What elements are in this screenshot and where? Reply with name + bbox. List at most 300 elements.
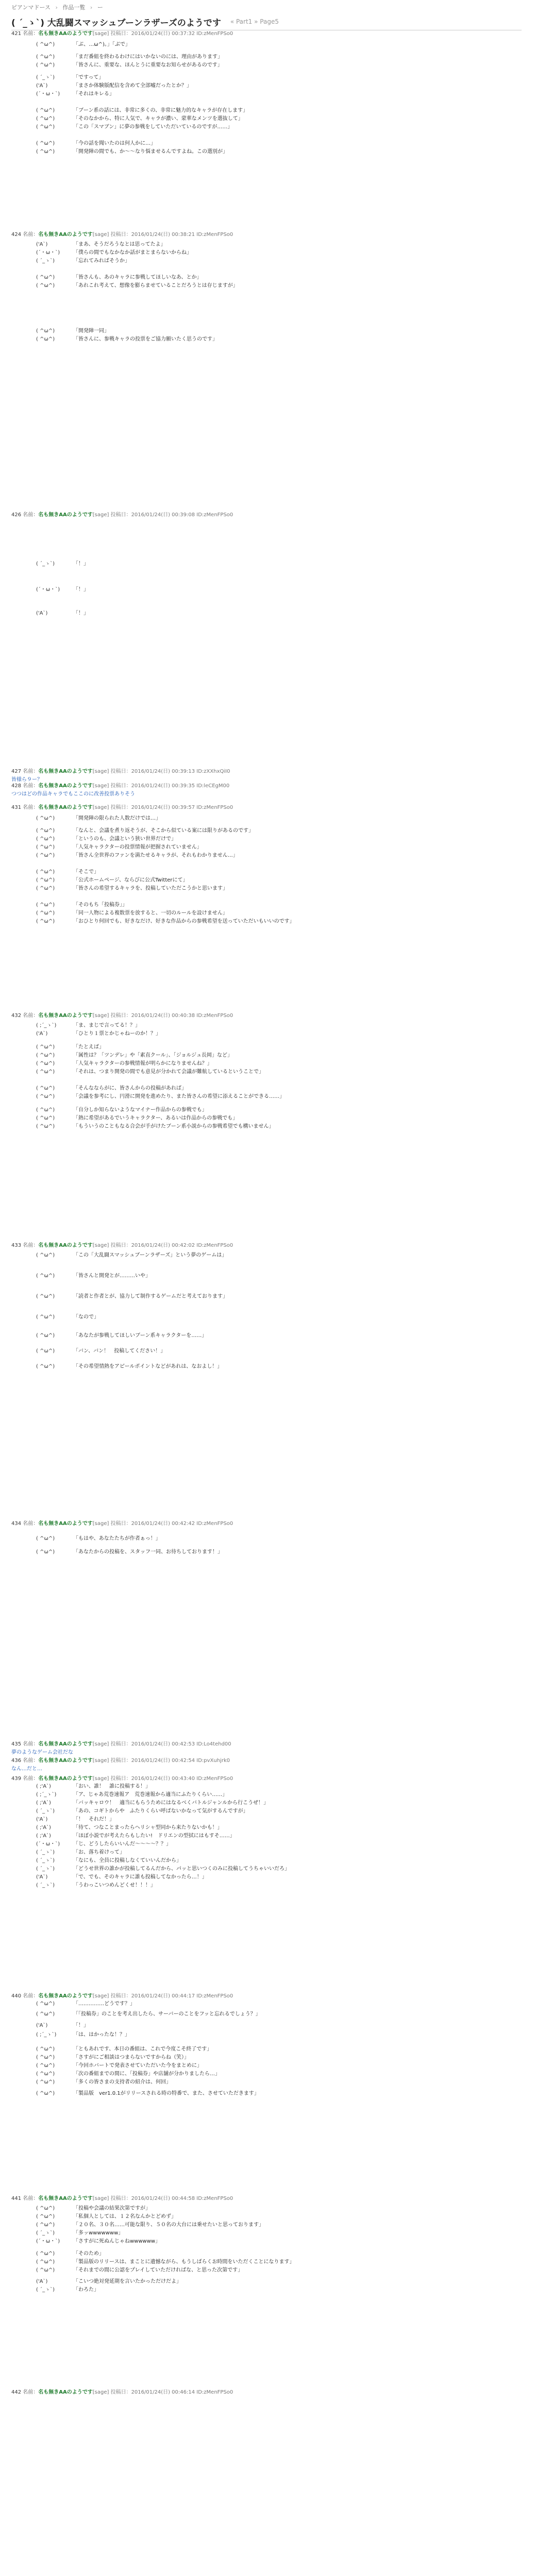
dialogue-line <box>36 2205 150 2212</box>
post-number[interactable]: 427 <box>11 769 23 774</box>
speaker-aa: ( ^ω^) <box>36 275 55 280</box>
dialogue-text: 「ともあれです、本日の番組は、これで今度こそ終了です」 <box>73 2046 212 2052</box>
post-author-name: 名も無きAAのようです <box>38 1013 93 1019</box>
dialogue-text: 「皆さんに、参戦キャラの投票をご協力願いたく思うのです」 <box>73 336 217 342</box>
thread-post <box>11 1757 522 1773</box>
dialogue-text: 「属性は？「ツンデレ」や「素直クール」、「ジョルジュ長岡」など」 <box>73 1053 232 1058</box>
dialogue-text: 「なんと、会議を煮り返そうが、そこから似ている案には限りがあるのです」 <box>73 828 254 834</box>
speaker-aa: ( ^ω^) <box>36 2222 55 2228</box>
post-author-name: 名も無きAAのようです <box>38 783 93 789</box>
speaker-aa: ( ^ω^) <box>36 2206 55 2211</box>
post-number[interactable]: 426 <box>11 512 23 518</box>
post-author-name: 名も無きAAのようです <box>38 2389 93 2395</box>
dialogue-line <box>36 282 238 290</box>
speaker-aa: ( ;´_ゝ`) <box>36 2032 57 2038</box>
dialogue-text: 「そのもち「投稿券」」 <box>73 902 127 908</box>
post-author-name: 名も無きAAのようです <box>38 1243 93 1248</box>
dialogue-line <box>36 1293 228 1300</box>
speaker-aa: ( ^ω^) <box>36 1252 55 1258</box>
thread-post <box>11 30 522 155</box>
thread-post <box>11 511 522 616</box>
dialogue-text: 「皆さんに、重要な、ほんとうに重要なお知らせがあるのです」 <box>73 62 223 68</box>
post-meta: [sage] 投稿日：2016/01/24(日) 00:42:54 ID:pvXuhjrk0 <box>92 1758 230 1764</box>
speaker-aa: ('A`) <box>36 2279 48 2284</box>
dialogue-line <box>36 1273 150 1280</box>
speaker-aa: ( ´_ゝ`) <box>36 1866 55 1872</box>
post-name-label: 名前： <box>23 783 39 789</box>
dialogue-text: 「！」 <box>73 2023 89 2028</box>
speaker-aa: ( ^ω^) <box>36 336 55 342</box>
dialogue-line <box>36 918 295 925</box>
dialogue-line <box>36 1866 290 1873</box>
dialogue-text: 「じ、どうしたらいいんだ～～～～？？」 <box>73 1841 171 1847</box>
post-number[interactable]: 432 <box>11 1013 23 1019</box>
dialogue-text: 「さすがにご相談はつまらないですからね（笑）」 <box>73 2055 189 2060</box>
speaker-aa: ( ^ω^) <box>36 2063 55 2069</box>
dialogue-line <box>36 2230 123 2237</box>
post-header <box>11 804 522 812</box>
reply-comment: つつはどの作品キャラでもここのに改善投票ありそう <box>11 791 135 797</box>
speaker-aa: ( ;´_ゝ`) <box>36 1023 57 1028</box>
dialogue-text: 「ブーン系の話には、非常に多くの、非常に魅力的なキャラが存在します」 <box>73 108 248 113</box>
post-meta: [sage] 投稿日：2016/01/24(日) 00:39:08 ID:zMenFPSo0 <box>92 512 233 518</box>
thread-post <box>11 2388 522 2397</box>
dialogue-text: 「自分しか知らないようなマイナー作品からの参戦でも」 <box>73 1107 207 1113</box>
speaker-aa: ( ^ω^) <box>36 2001 55 2007</box>
post-name-label: 名前： <box>23 2389 39 2395</box>
thread-post <box>11 1740 522 1756</box>
dialogue-text: 「皆さんも、あのキャラに参戦してほしいなあ、とか」 <box>73 275 202 280</box>
post-author-name: 名も無きAAのようです <box>38 512 93 518</box>
dialogue-line <box>36 1808 248 1815</box>
dialogue-line <box>36 2259 295 2266</box>
speaker-aa: ( ´_ゝ`) <box>36 258 55 264</box>
post-meta: [sage] 投稿日：2016/01/24(日) 00:42:02 ID:zMenFPSo0 <box>92 1243 233 1248</box>
post-meta: [sage] 投稿日：2016/01/24(日) 00:39:13 ID:zXXhxQiI0 <box>92 769 230 774</box>
dialogue-text: 「それまでの間に公認をプレイしていただければな、と思った次第です」 <box>73 2267 243 2273</box>
speaker-aa: ( ´_ゝ`) <box>36 1883 55 1888</box>
post-meta: [sage] 投稿日：2016/01/24(日) 00:37:32 ID:zMenFPSo0 <box>92 31 233 37</box>
post-name-label: 名前： <box>23 1758 39 1764</box>
dialogue-line <box>36 82 192 90</box>
speaker-aa: ( ^ω^) <box>36 2079 55 2085</box>
dialogue-line <box>36 561 89 568</box>
dialogue-line <box>36 2079 171 2086</box>
dialogue-line <box>36 910 228 917</box>
dialogue-line <box>36 2238 160 2245</box>
speaker-aa: (´・ω・`) <box>36 2239 60 2244</box>
thread-post <box>11 804 522 924</box>
dialogue-text: 「製品版 ver1.0.1がリリースされる時の特番で、また、させていただきます」 <box>73 2091 259 2096</box>
dialogue-text: 「公式ホームページ、ならびに公式Twitterにて」 <box>73 877 188 883</box>
post-number[interactable]: 424 <box>11 232 23 238</box>
dialogue-line <box>36 1252 227 1259</box>
speaker-aa: ('A`) <box>36 1031 48 1037</box>
post-meta: [sage] 投稿日：2016/01/24(日) 00:42:53 ID:Lo4tehd00 <box>92 1741 231 1747</box>
speaker-aa: ( ;'A`) <box>36 1833 51 1839</box>
dialogue-text: 「次の番組までの間に、「投稿券」や店舗が分かりましたら…」 <box>73 2071 220 2077</box>
speaker-aa: ( ^ω^) <box>36 2259 55 2265</box>
dialogue-text: 「さすがに死ぬんじゃねwwwwww」 <box>73 2239 161 2244</box>
post-name-label: 名前： <box>23 1521 39 1527</box>
post-number[interactable]: 428 <box>11 783 23 789</box>
dialogue-text: 「そのため」 <box>73 2251 104 2257</box>
speaker-aa: ( ^ω^) <box>36 2011 55 2017</box>
breadcrumb <box>11 3 103 11</box>
dialogue-text: 「多ッwwwwwww」 <box>73 2230 124 2236</box>
dialogue-line <box>36 336 217 343</box>
speaker-aa: ('A`) <box>36 242 48 247</box>
dialogue-line <box>36 877 188 884</box>
dialogue-line <box>36 1874 207 1881</box>
speaker-aa: ( ^ω^) <box>36 124 55 130</box>
dialogue-text: 「この「スマブン」に夢の参戦をしていただいているのですが……」 <box>73 124 233 130</box>
dialogue-line <box>36 140 156 147</box>
speaker-aa: ( ^ω^) <box>36 1053 55 1058</box>
post-meta: [sage] 投稿日：2016/01/24(日) 00:38:21 ID:zMenFPSo0 <box>92 232 233 238</box>
speaker-aa: ( ^ω^) <box>36 2055 55 2060</box>
thread-post <box>11 1992 522 2096</box>
post-name-label: 名前： <box>23 769 39 774</box>
dialogue-text: 「皆さんと開発とが………いや」 <box>73 1273 150 1279</box>
post-meta: [sage] 投稿日：2016/01/24(日) 00:43:40 ID:zMenFPSo0 <box>92 1776 233 1782</box>
dialogue-text: 「今回ホバートで発表させていただいた今をまとめに」 <box>73 2063 202 2069</box>
speaker-aa: ( ^ω^) <box>36 1314 55 1320</box>
dialogue-line <box>36 1800 269 1807</box>
dialogue-text: 「「投稿券」のことを考え出したら、サーバーのことをフッと忘れるでしょう？」 <box>73 2011 261 2017</box>
dialogue-line <box>36 1085 187 1092</box>
dialogue-text: 「そんなならがに、皆さんからの投稿があれば」 <box>73 1086 187 1091</box>
post-meta: [sage] 投稿日：2016/01/24(日) 00:46:14 ID:zMenFPSo0 <box>92 2389 233 2395</box>
thread-post <box>11 1242 522 1369</box>
dialogue-line <box>36 1115 238 1122</box>
speaker-aa: ( ^ω^) <box>36 816 55 821</box>
dialogue-line <box>36 1857 181 1865</box>
dialogue-line <box>36 2046 212 2053</box>
dialogue-text: 「２０名、３０名……可能な限り、５０名の大台には乗せたいと思っております」 <box>73 2222 264 2228</box>
speaker-aa: ( ^ω^) <box>36 886 55 891</box>
speaker-aa: ( ^ω^) <box>36 2091 55 2096</box>
speaker-aa: ('A`) <box>36 611 48 616</box>
thread-post <box>11 231 522 342</box>
dialogue-line <box>36 1060 212 1067</box>
dialogue-text: 「まあ、そうだろうなとは思ってたよ」 <box>73 242 166 247</box>
dialogue-line <box>36 1882 156 1889</box>
dialogue-line <box>36 62 223 69</box>
post-author-name: 名も無きAAのようです <box>38 1993 93 1999</box>
dialogue-text: 「それはキレる」 <box>73 91 114 97</box>
speaker-aa: ('A`) <box>36 2023 48 2028</box>
post-number[interactable]: 431 <box>11 805 23 810</box>
speaker-aa: ( ´_ゝ`) <box>36 1850 55 1855</box>
speaker-aa: (´・ω・`) <box>36 250 60 256</box>
dialogue-line <box>36 1123 274 1130</box>
post-number[interactable]: 440 <box>11 1993 23 1999</box>
breadcrumb-separator: › <box>55 4 58 11</box>
dialogue-line <box>36 1535 161 1543</box>
dialogue-text: 「こいつ絶対発延期を言いたかっただけだよ」 <box>73 2279 181 2284</box>
post-name-label: 名前： <box>23 805 39 810</box>
speaker-aa: ( ^ω^) <box>36 1044 55 1050</box>
dialogue-line <box>36 91 114 98</box>
dialogue-text: 「あなたが参戦してほしいブーン系キャラクターを……」 <box>73 1333 207 1338</box>
dialogue-line <box>36 610 89 617</box>
dialogue-text: 「というのも、会議という狭い世界だけで」 <box>73 836 176 842</box>
speaker-aa: ( ^ω^) <box>36 149 55 155</box>
post-name-label: 名前： <box>23 1013 39 1019</box>
dialogue-line <box>36 2286 99 2294</box>
dialogue-text: 「バン、バン！ 投稿してください！」 <box>73 1348 166 1354</box>
speaker-aa: ( ;'A`) <box>36 1825 51 1831</box>
dialogue-line <box>36 115 243 123</box>
dialogue-text: 「多くの皆さまの支持者の紹介は、何回」 <box>73 2079 171 2085</box>
post-header <box>11 2195 522 2203</box>
post-name-label: 名前： <box>23 512 39 518</box>
speaker-aa: ('A`) <box>36 1817 48 1822</box>
dialogue-text: 「もういうのこともなる合会が手がけたブーン系小説からの参戦希望でも構いません」 <box>73 1124 274 1129</box>
dialogue-text: 「あの、コギトからや ふたりくらい呼ばないかなって気がするんですが」 <box>73 1808 248 1814</box>
speaker-aa: ( ^ω^) <box>36 1069 55 1075</box>
dialogue-text: 「投稿や会議の結果次第ですが」 <box>73 2206 150 2211</box>
dialogue-line <box>36 885 228 892</box>
dialogue-text: 「ほぼ小説でが考えたらもしたい! ドリエンの型拭にはもすそ……」 <box>73 1833 235 1839</box>
speaker-aa: ( ^ω^) <box>36 2046 55 2052</box>
dialogue-line <box>36 815 161 822</box>
dialogue-text: 「その希望情熱をアピールポイントなどがあれは、なおよし！」 <box>73 1364 223 1369</box>
speaker-aa: ( ^ω^) <box>36 2071 55 2077</box>
speaker-aa: (´・ω・`) <box>36 587 60 592</box>
post-author-name: 名も無きAAのようです <box>38 805 93 810</box>
dialogue-line <box>36 902 127 909</box>
speaker-aa: ( ´_ゝ`) <box>36 2287 55 2293</box>
dialogue-line <box>36 2054 189 2061</box>
dialogue-line <box>36 2267 243 2274</box>
dialogue-line <box>36 241 166 248</box>
dialogue-line <box>36 1332 207 1340</box>
post-header <box>11 511 522 519</box>
speaker-aa: ( ^ω^) <box>36 108 55 113</box>
post-author-name: 名も無きAAのようです <box>38 1776 93 1782</box>
post-header <box>11 1992 522 2001</box>
post-meta: [sage] 投稿日：2016/01/24(日) 00:42:42 ID:zMenFPSo0 <box>92 1521 233 1527</box>
dialogue-line <box>36 852 238 859</box>
dialogue-text: 「！」 <box>73 561 89 567</box>
post-name-label: 名前： <box>23 1741 39 1747</box>
post-header <box>11 1757 522 1765</box>
post-header <box>11 30 522 38</box>
dialogue-text: 「！」 <box>73 587 89 592</box>
speaker-aa: ( ^ω^) <box>36 2214 55 2219</box>
post-author-name: 名も無きAAのようです <box>38 1758 93 1764</box>
dialogue-text: 「私個人としては、１２名なんかとどめず」 <box>73 2214 176 2219</box>
dialogue-text: 「開発陣一同」 <box>73 328 109 334</box>
dialogue-line <box>36 274 202 281</box>
post-meta: [sage] 投稿日：2016/01/24(日) 00:39:57 ID:zMenFPSo0 <box>92 805 233 810</box>
speaker-aa: ( ^ω^) <box>36 1086 55 1091</box>
post-number[interactable]: 433 <box>11 1243 23 1248</box>
post-header <box>11 1242 522 1250</box>
dialogue-line <box>36 836 176 843</box>
speaker-aa: ( ^ω^) <box>36 283 55 289</box>
speaker-aa: ( ^ω^) <box>36 1549 55 1555</box>
page-title-bar <box>11 13 522 30</box>
dialogue-line <box>36 827 254 835</box>
reply-comment: 皆様ら９ー？ <box>11 777 42 783</box>
speaker-aa: ( ^ω^) <box>36 62 55 68</box>
dialogue-line <box>36 586 89 594</box>
dialogue-line <box>36 844 202 851</box>
dialogue-text: 「おひとり何回でも、好きなだけ、好きな作品からの参戦希望を送っていただいもいいのです」 <box>73 919 295 924</box>
dialogue-text: 「バッキャロウ！ 適当にもらうためにはなるべくバトルジャンルから行こうぜ！」 <box>73 1800 269 1806</box>
speaker-aa: ( ^ω^) <box>36 141 55 146</box>
post-number[interactable]: 435 <box>11 1741 23 1747</box>
dialogue-line <box>36 2022 89 2029</box>
post-number[interactable]: 421 <box>11 31 23 37</box>
speaker-aa: ( ^ω^) <box>36 54 55 60</box>
dialogue-line <box>36 124 232 131</box>
dialogue-text: 「どうせ世界の誰かが投稿してるんだから、パッと思いつくのみに投稿してうちゃいいだろ」 <box>73 1866 290 1872</box>
dialogue-line <box>36 258 130 265</box>
dialogue-line <box>36 41 130 48</box>
post-header <box>11 1520 522 1528</box>
dialogue-text: 「！」 <box>73 611 89 616</box>
speaker-aa: ( ^ω^) <box>36 1094 55 1099</box>
dialogue-text: 「わろた」 <box>73 2287 99 2293</box>
post-number[interactable]: 436 <box>11 1758 23 1764</box>
dialogue-text: 「開発陣の間でも、か～～なり悩ませるんですよね。この選別が」 <box>73 149 228 155</box>
post-header <box>11 1775 522 1783</box>
thread-post <box>11 1775 522 1888</box>
dialogue-text: 「読者と作者とが、協力して制作するゲームだと考えております」 <box>73 1294 228 1299</box>
dialogue-line <box>36 2278 181 2285</box>
dialogue-line <box>36 2001 135 2008</box>
speaker-aa: ( ^ω^) <box>36 328 55 334</box>
post-meta: [sage] 投稿日：2016/01/24(日) 00:44:58 ID:zMenFPSo0 <box>92 2196 233 2201</box>
post-author-name: 名も無きAAのようです <box>38 1741 93 1747</box>
dialogue-text: 「今の話を聞いたのは何人かに…」 <box>73 141 156 146</box>
dialogue-line <box>36 1791 227 1799</box>
speaker-aa: ( ;´_ゝ`) <box>36 1792 57 1798</box>
dialogue-line <box>36 2250 104 2258</box>
breadcrumb-home-link[interactable]: ピアンマドース <box>11 4 51 11</box>
thread-post <box>11 1520 522 1555</box>
post-number[interactable]: 439 <box>11 1776 23 1782</box>
dialogue-text: 「……………どうです？」 <box>73 2001 135 2007</box>
post-number[interactable]: 442 <box>11 2389 23 2395</box>
post-header <box>11 231 522 239</box>
dialogue-text: 「ですって」 <box>73 75 104 80</box>
dialogue-text: 「あれこれ考えて、想像を膨らませていることだろうとは存じますが」 <box>73 283 238 289</box>
post-header <box>11 1012 522 1020</box>
dialogue-text: 「熱に希望があるでいうキャラクター、あるいは作品からの参戦でも」 <box>73 1115 238 1121</box>
dialogue-text: 「たとえば」 <box>73 1044 104 1050</box>
dialogue-line <box>36 1069 264 1076</box>
speaker-aa: ( ^ω^) <box>36 836 55 842</box>
reply-comment: なん…だと… <box>11 1766 42 1772</box>
speaker-aa: ('A`) <box>36 1874 48 1880</box>
dialogue-text: 「人気キャラクターの参戦情報が明らかになりませんね？」 <box>73 1061 212 1066</box>
dialogue-text: 「は、はかったな！？」 <box>73 2032 130 2038</box>
dialogue-text: 「ひとり１票とかじゃねーのか！？」 <box>73 1031 161 1037</box>
dialogue-line <box>36 1841 171 1848</box>
dialogue-line <box>36 1816 114 1823</box>
post-name-label: 名前： <box>23 31 39 37</box>
breadcrumb-category-link[interactable]: 作品一覧 <box>62 4 86 11</box>
dialogue-text: 「ア、じゃあ荒巻速報ア 荒巻速報から適当にふたりくらい……」 <box>73 1792 228 1798</box>
dialogue-line <box>36 107 248 114</box>
speaker-aa: ( ^ω^) <box>36 1364 55 1369</box>
speaker-aa: ( ^ω^) <box>36 42 55 47</box>
dialogue-text: 「おい、誰！ 誰に投稿する！」 <box>73 1784 150 1789</box>
dialogue-text: 「まだ番組を終わるわけにはいかないのには、理由があります」 <box>73 54 223 60</box>
thread-post <box>11 768 522 784</box>
dialogue-text: 「待て、つなことまったらヘリシャ型同から来たりないかも！」 <box>73 1825 223 1831</box>
post-author-name: 名も無きAAのようです <box>38 232 93 238</box>
speaker-aa: ( ´_ゝ`) <box>36 75 55 80</box>
dialogue-line <box>36 148 228 156</box>
post-number[interactable]: 434 <box>11 1521 23 1527</box>
dialogue-line <box>36 1044 104 1051</box>
dialogue-text: 「まさか体験版配信を含めて全部嘘だったとか？」 <box>73 83 192 89</box>
page-title: ( ´_ゝ`) 大乱闘スマッシュブーンラザーズのようです <box>11 18 221 28</box>
post-header <box>11 1740 522 1749</box>
speaker-aa: ( ^ω^) <box>36 828 55 834</box>
speaker-aa: ( ´_ゝ`) <box>36 1808 55 1814</box>
speaker-aa: ( ^ω^) <box>36 1348 55 1354</box>
speaker-aa: ( ^ω^) <box>36 2251 55 2257</box>
dialogue-text: 「うわっこいつめんどくせ！！！」 <box>73 1883 156 1888</box>
thread-post <box>11 2195 522 2293</box>
dialogue-line <box>36 1833 235 1840</box>
dialogue-line <box>36 1824 223 1832</box>
speaker-aa: ( ´_ゝ`) <box>36 1858 55 1863</box>
dialogue-text: 「僕らの間でもなかなか話がまとまらないからね」 <box>73 250 192 256</box>
speaker-aa: ( ^ω^) <box>36 902 55 908</box>
post-header <box>11 2388 522 2397</box>
speaker-aa: (´・ω・`) <box>36 91 60 97</box>
speaker-aa: ( ^ω^) <box>36 1294 55 1299</box>
dialogue-line <box>36 1022 140 1029</box>
dialogue-text: 「で、でも、そのキャラに誰も投稿してなかったら…！」 <box>73 1874 207 1880</box>
post-name-label: 名前： <box>23 2196 39 2201</box>
dialogue-text: 「ま、まじで言ってる！？」 <box>73 1023 140 1028</box>
dialogue-text: 「皆さんの希望するキャラを、投稿していただこうかと思います」 <box>73 886 228 891</box>
dialogue-text: 「会議を参考にし、円滑に開発を進めたり、また皆さんの希望に添えることができる……」 <box>73 1094 284 1099</box>
speaker-aa: ( ^ω^) <box>36 1115 55 1121</box>
speaker-aa: ( ^ω^) <box>36 910 55 916</box>
dialogue-text: 「ぶ、…ω^)。」「ぶで」 <box>73 42 130 47</box>
post-author-name: 名も無きAAのようです <box>38 2196 93 2201</box>
part-page-nav[interactable]: « Part1 » Page5 <box>230 18 279 25</box>
speaker-aa: ( ^ω^) <box>36 116 55 122</box>
dialogue-line <box>36 249 192 257</box>
dialogue-text: 「それは、つまり開発の間でも意見が分かれて会議が難航しているということで」 <box>73 1069 264 1075</box>
speaker-aa: ( ^ω^) <box>36 919 55 924</box>
speaker-aa: ( ^ω^) <box>36 869 55 875</box>
post-name-label: 名前： <box>23 232 39 238</box>
dialogue-line <box>36 2062 202 2070</box>
speaker-aa: ( ^ω^) <box>36 1333 55 1338</box>
dialogue-text: 「皆さん全世界のファンを満たせるキャラが、それもわかりません…」 <box>73 853 238 858</box>
dialogue-line <box>36 2090 259 2097</box>
dialogue-line <box>36 74 104 81</box>
post-number[interactable]: 441 <box>11 2196 23 2201</box>
speaker-aa: ( ´_ゝ`) <box>36 2230 55 2236</box>
post-name-label: 名前： <box>23 1243 39 1248</box>
post-author-name: 名も無きAAのようです <box>38 769 93 774</box>
reply-comment: 夢のようなゲーム会社だな <box>11 1750 73 1755</box>
dialogue-text: 「製品版のリリースは、まことに遺憾ながら、もうしばらくお時間をいただくことになります」 <box>73 2259 295 2265</box>
